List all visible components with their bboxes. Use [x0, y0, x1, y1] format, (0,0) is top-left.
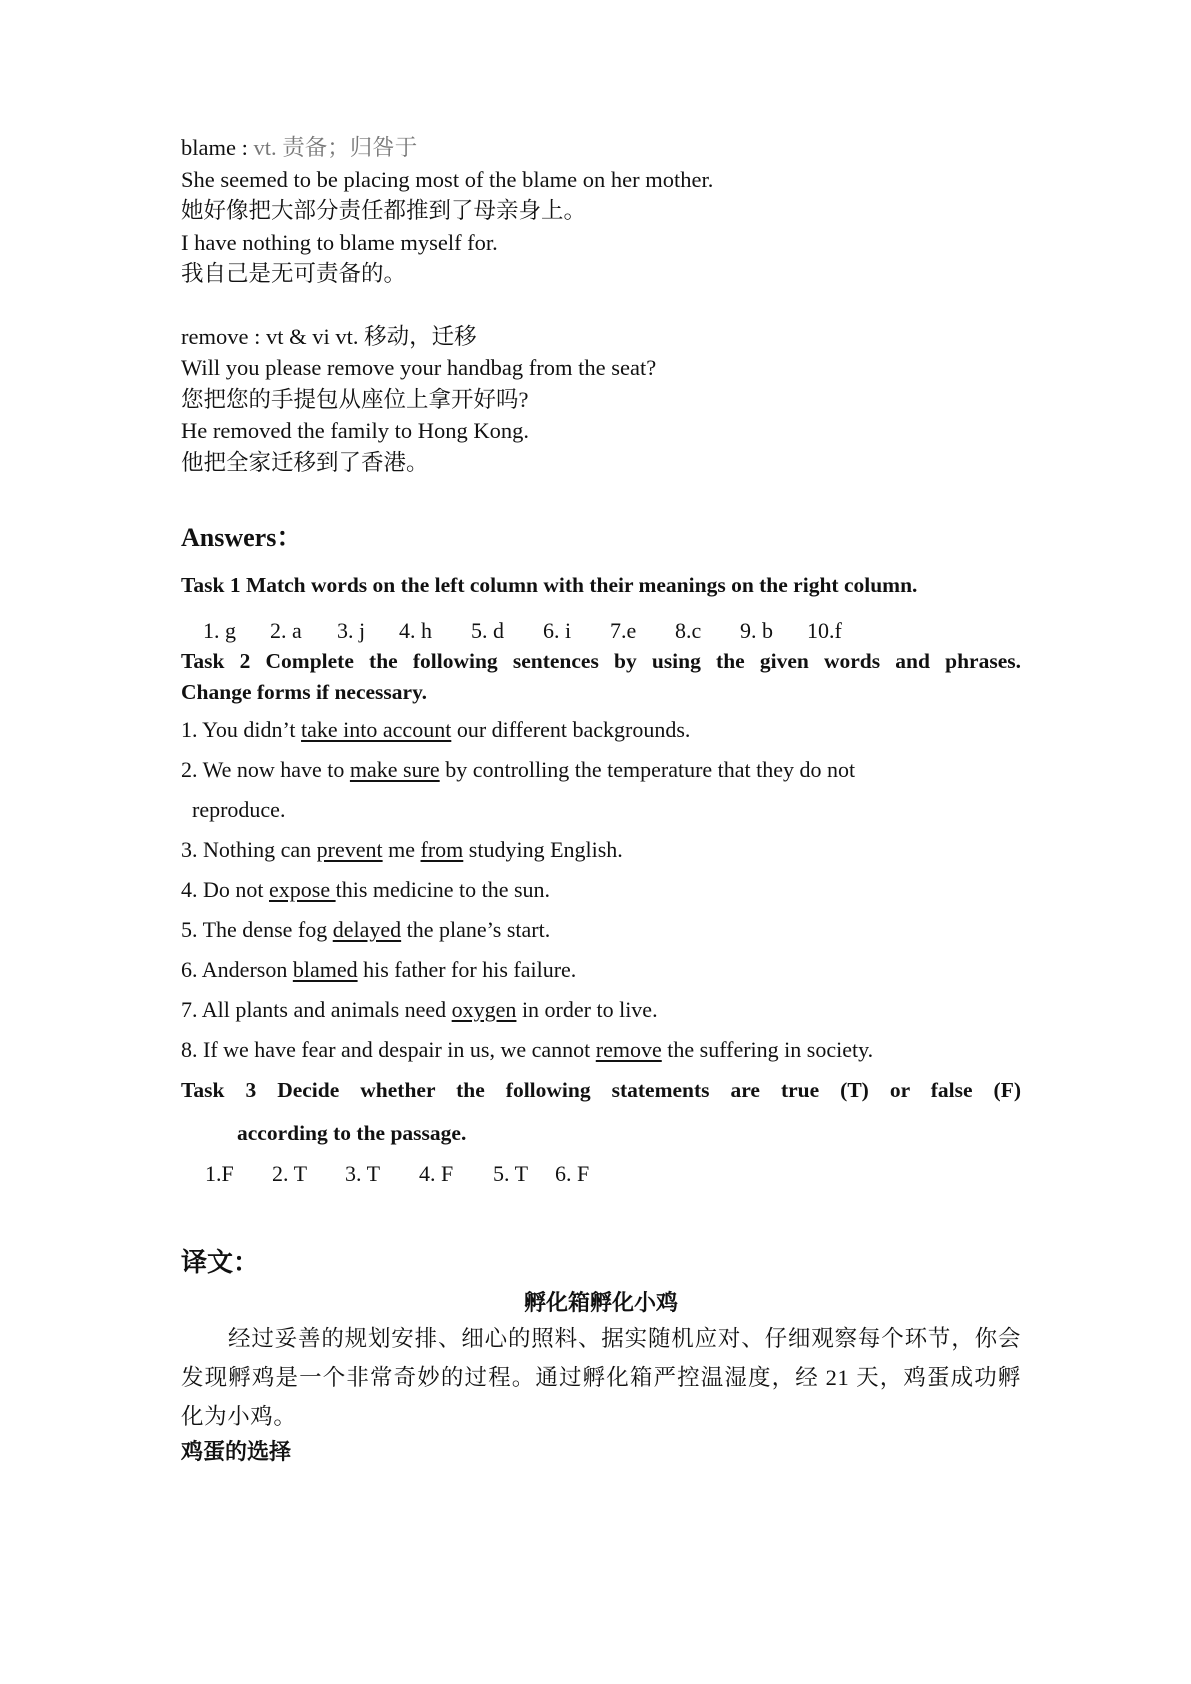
answer-item: 2. T — [272, 1161, 308, 1186]
task-2-title-line-2: Change forms if necessary. — [181, 680, 428, 704]
translation-subheading: 鸡蛋的选择 — [181, 1439, 292, 1464]
answer-underlined: take into account — [301, 717, 452, 742]
answer-item: 8.c — [675, 618, 702, 643]
vocab-example-translation: 她好像把大部分责任都推到了母亲身上。 — [181, 198, 587, 223]
translation-heading: 译文： — [181, 1248, 260, 1277]
translation-title: 孵化箱孵化小鸡 — [523, 1290, 678, 1315]
task-2-sentence-3: 3. Nothing can prevent me from studying English. — [181, 837, 623, 862]
answer-underlined: blamed — [292, 957, 358, 982]
answer-underlined: remove — [595, 1037, 662, 1062]
task-2 — [181, 646, 1021, 1070]
task-1-answers — [181, 615, 1021, 646]
task-2-sentence-5: 5. The dense fog delayed the plane’s start. — [181, 917, 551, 942]
answer-item: 1.F — [205, 1161, 234, 1186]
answer-item: 10.f — [807, 618, 842, 643]
answer-item: 7.e — [610, 618, 637, 643]
vocab-example-translation: 他把全家迁移到了香港。 — [181, 449, 429, 475]
answer-item: 2. a — [270, 618, 302, 643]
answer-item: 5. T — [493, 1161, 529, 1186]
vocab-entry-remove — [181, 321, 1021, 479]
task-3-title-line-2: according to the passage. — [237, 1121, 467, 1145]
vocab-word: blame : — [181, 135, 254, 160]
answer-item: 5. d — [471, 618, 504, 643]
answer-underlined: prevent — [316, 837, 383, 862]
answer-item: 6. F — [555, 1161, 590, 1186]
task-2-sentence-2: 2. We now have to make sure by controlling the temperature that they do not — [181, 757, 856, 782]
answer-item: 9. b — [740, 618, 773, 643]
vocab-word-line — [181, 132, 1021, 164]
vocab-example: He removed the family to Hong Kong. — [181, 418, 530, 443]
task-2-sentence-2-continued: reproduce. — [192, 797, 286, 822]
vocab-example: I have nothing to blame myself for. — [181, 229, 498, 255]
task-2-sentence-4: 4. Do not expose this medicine to the sun. — [181, 877, 551, 902]
vocab-word-line: remove : vt & vi vt. 移动，迁移 — [181, 323, 477, 349]
task-1-title: Task 1 Match words on the left column with their meanings on the right column. — [181, 573, 918, 597]
answer-item: 1. g — [203, 618, 236, 643]
vocab-example: She seemed to be placing most of the blame on her mother. — [181, 166, 714, 192]
vocab-example-translation: 我自己是无可责备的。 — [181, 261, 407, 286]
answer-item: 4. h — [399, 618, 432, 643]
task-2-sentence-7: 7. All plants and animals need oxygen in order to live. — [181, 997, 658, 1022]
answer-item: 6. i — [543, 618, 572, 643]
task-3-answers — [181, 1158, 1021, 1189]
answer-underlined: delayed — [332, 917, 402, 942]
answer-underlined: from — [420, 837, 464, 862]
task-2-sentence-6: 6. Anderson blamed his father for his failure. — [181, 957, 577, 982]
task-1 — [181, 570, 1021, 646]
task-2-title-line-1: Task 2 Complete the following sentences by using the given words and phrases. — [181, 649, 1021, 673]
task-3-title-line-1: Task 3 Decide whether the following statements are true (T) or false (F) — [181, 1078, 1021, 1102]
vocab-gloss: vt. 责备；归咎于 — [253, 135, 418, 160]
task-3 — [181, 1070, 1021, 1189]
answer-underlined: oxygen — [451, 997, 517, 1022]
vocab-example-translation: 您把您的手提包从座位上拿开好吗? — [181, 386, 529, 412]
answer-underlined: make sure — [349, 757, 440, 782]
spacer — [181, 290, 1021, 321]
task-2-sentence-1: 1. You didn’t take into account our different backgrounds. — [181, 717, 691, 742]
document-page — [181, 132, 1021, 1468]
answer-item: 3. T — [345, 1161, 381, 1186]
answer-item: 4. F — [419, 1161, 454, 1186]
translation-paragraph: 经过妥善的规划安排、细心的照料、据实随机应对、仔细观察每个环节，你会发现孵鸡是一个非常奇妙的过程。通过孵化箱严控温湿度，经 21 天，鸡蛋成功孵化为小鸡。 — [181, 1326, 1021, 1429]
answer-item: 3. j — [337, 618, 366, 643]
vocab-entry-blame — [181, 132, 1021, 290]
answer-underlined: expose — [269, 877, 336, 902]
answers-heading: Answers： — [181, 523, 303, 552]
task-2-sentence-8: 8. If we have fear and despair in us, we cannot remove the suffering in society. — [181, 1037, 874, 1062]
vocab-example: Will you please remove your handbag from the seat? — [181, 355, 657, 380]
